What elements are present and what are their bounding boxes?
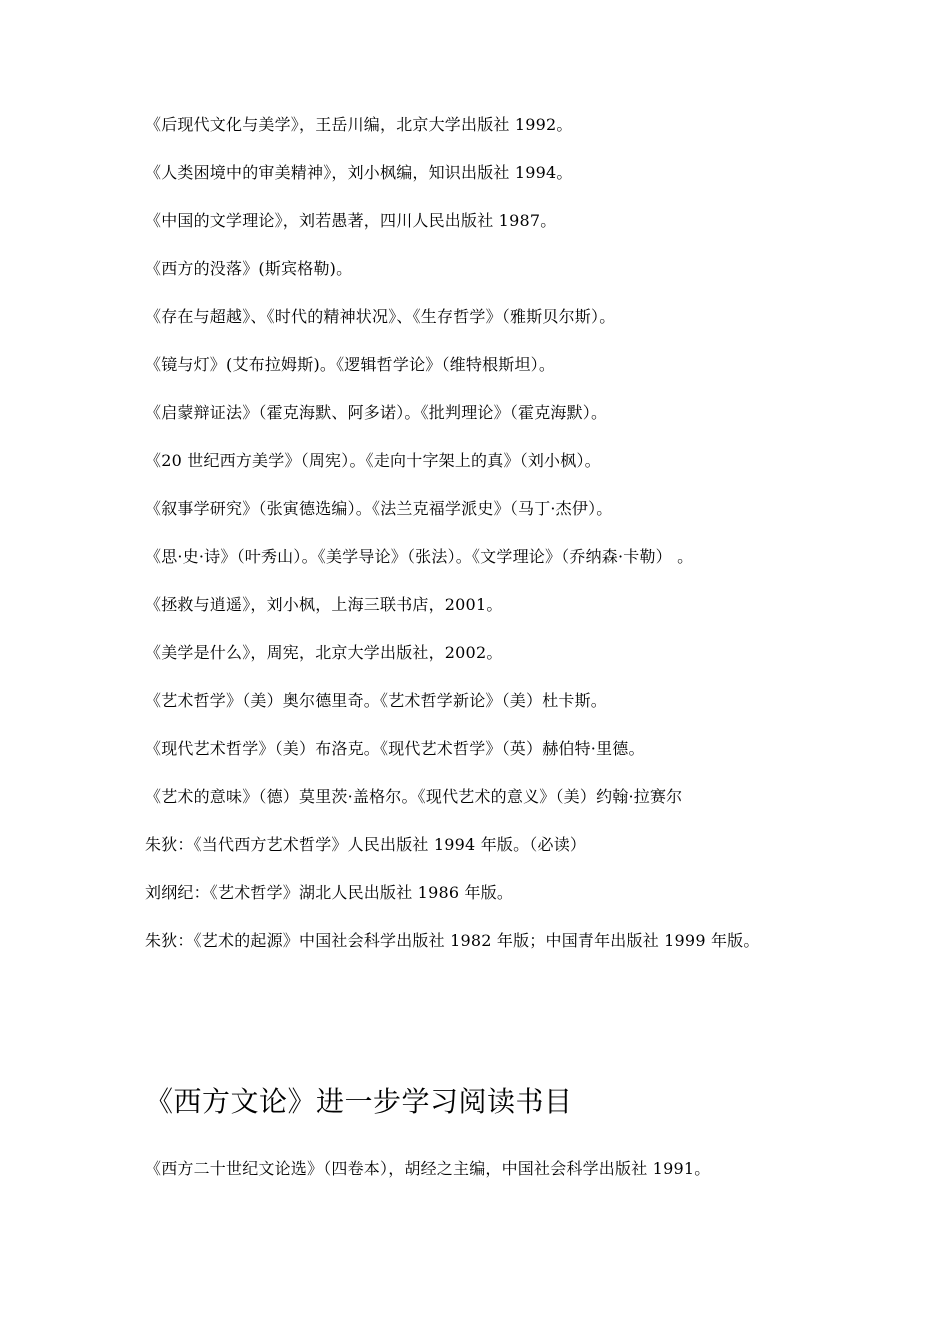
- list-item: 《艺术的意味》（德）莫里茨·盖格尔。《现代艺术的意义》（美）约翰·拉赛尔: [145, 787, 683, 806]
- list-item: 朱狄：《当代西方艺术哲学》人民出版社 1994 年版。（必读）: [145, 835, 587, 854]
- list-item: 朱狄：《艺术的起源》中国社会科学出版社 1982 年版；中国青年出版社 1999 年版。: [145, 931, 760, 950]
- list-item: 《存在与超越》、《时代的精神状况》、《生存哲学》（雅斯贝尔斯）。: [145, 307, 616, 326]
- list-item: 《艺术哲学》（美）奥尔德里奇。《艺术哲学新论》（美）杜卡斯。: [145, 691, 608, 710]
- list-item: 《现代艺术哲学》（美）布洛克。《现代艺术哲学》（英）赫伯特·里德。: [145, 739, 645, 758]
- list-item: 《西方二十世纪文论选》（四卷本），胡经之主编，中国社会科学出版社 1991。: [145, 1159, 711, 1178]
- list-item: 《镜与灯》(艾布拉姆斯)。《逻辑哲学论》（维特根斯坦）。: [145, 355, 556, 374]
- section-reading-list: [145, 1157, 845, 1205]
- list-item: 《拯救与逍遥》，刘小枫，上海三联书店，2001。: [145, 595, 503, 614]
- list-item: 《中国的文学理论》，刘若愚著，四川人民出版社 1987。: [145, 211, 557, 230]
- list-item: 《后现代文化与美学》，王岳川编，北京大学出版社 1992。: [145, 115, 573, 134]
- list-item: 《思·史·诗》（叶秀山）。《美学导论》（张法）。《文学理论》（乔纳森·卡勒） 。: [145, 547, 694, 566]
- list-item: 《启蒙辩证法》（霍克海默、阿多诺）。《批判理论》（霍克海默）。: [145, 403, 608, 422]
- list-item: 《人类困境中的审美精神》，刘小枫编，知识出版社 1994。: [145, 163, 573, 182]
- reading-list: [145, 113, 815, 977]
- list-item: 刘纲纪：《艺术哲学》湖北人民出版社 1986 年版。: [145, 883, 514, 902]
- list-item: 《美学是什么》，周宪，北京大学出版社，2002。: [145, 643, 503, 662]
- list-item: 《西方的没落》(斯宾格勒)。: [145, 259, 353, 278]
- section-heading: 《西方文论》进一步学习阅读书目: [145, 1085, 573, 1118]
- list-item: 《叙事学研究》（张寅德选编）。《法兰克福学派史》（马丁·杰伊）。: [145, 499, 613, 518]
- list-item: 《20 世纪西方美学》（周宪）。《走向十字架上的真》（刘小枫）。: [145, 451, 601, 470]
